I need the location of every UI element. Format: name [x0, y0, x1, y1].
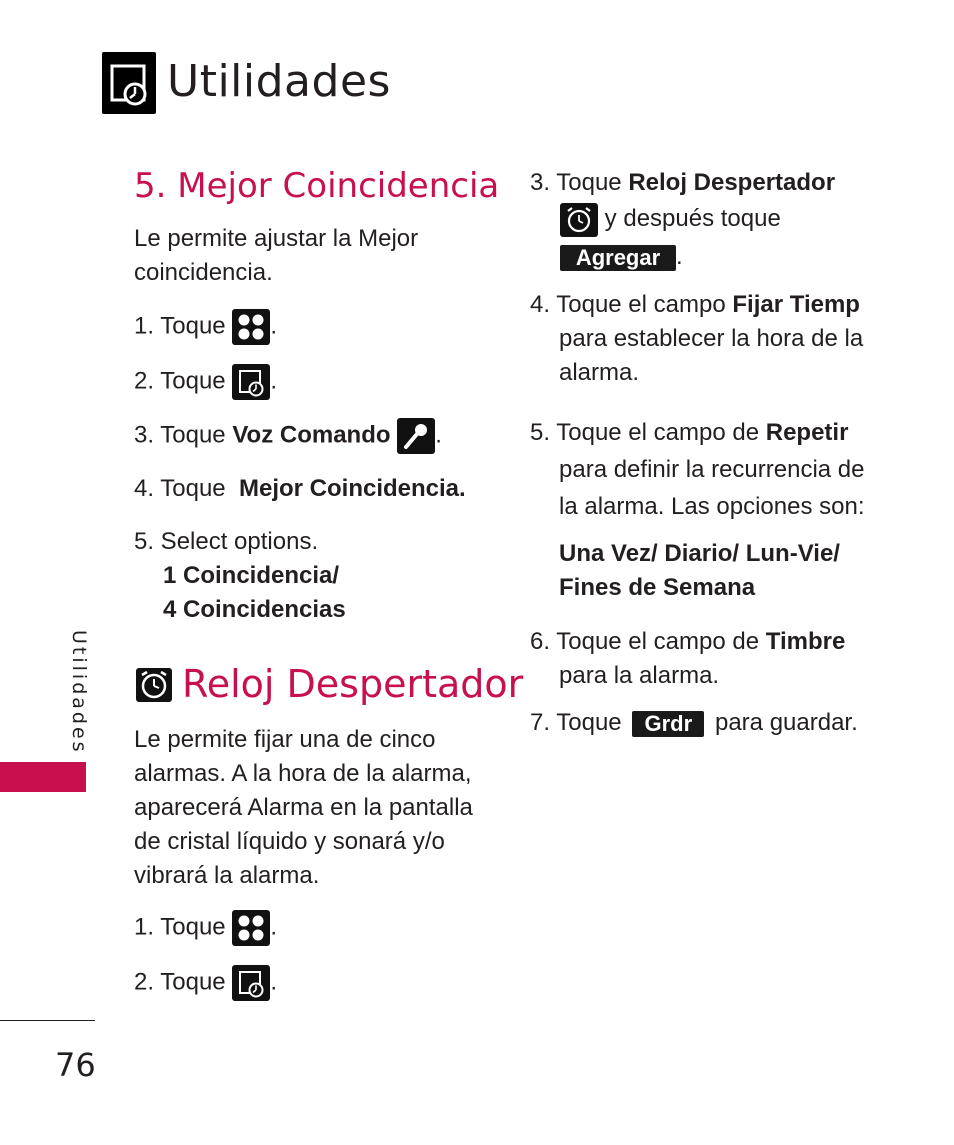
alarm-clock-icon — [560, 203, 598, 237]
step-period: . — [270, 913, 277, 941]
step-2 — [134, 364, 277, 400]
section1-intro — [134, 222, 418, 290]
set-time-label: Fijar Tiemp — [732, 291, 860, 318]
microphone-icon — [397, 418, 435, 454]
section-heading-reloj-despertador: Reloj Despertador — [182, 662, 524, 706]
step-prefix: 3. Toque — [134, 421, 226, 449]
intro-line: Le permite ajustar la Mejor — [134, 225, 419, 252]
intro-line: alarmas. A la hora de la alarma, — [134, 760, 472, 787]
step-3 — [530, 166, 835, 200]
step-prefix: 4. Toque — [134, 475, 226, 502]
menu-grid-icon — [232, 309, 270, 345]
option-line: Fines de Semana — [559, 574, 756, 601]
repeat-options — [559, 537, 840, 605]
save-button[interactable]: Grdr — [632, 711, 704, 737]
page-number: 76 — [55, 1046, 96, 1084]
step-5 — [134, 525, 346, 627]
utilities-clock-icon — [232, 965, 270, 1001]
step-period: . — [270, 367, 277, 395]
intro-line: coincidencia. — [134, 259, 273, 286]
intro-line: aparecerá Alarma en la pantalla — [134, 794, 473, 821]
step-text: la alarma. Las opciones son: — [559, 493, 865, 520]
step-6 — [530, 625, 845, 693]
page-title: Utilidades — [167, 56, 391, 107]
step-text: alarma. — [559, 359, 640, 386]
step-prefix: 6. Toque el campo de — [530, 628, 760, 655]
step-prefix: 5. Toque el campo de — [530, 419, 760, 446]
repeat-label: Repetir — [765, 419, 849, 446]
step-1 — [134, 910, 277, 946]
step-3-line3 — [560, 240, 683, 274]
step-text: para guardar. — [714, 709, 858, 736]
alarm-clock-icon — [136, 668, 172, 702]
step-period: . — [270, 968, 277, 996]
section-heading-mejor-coincidencia: 5. Mejor Coincidencia — [134, 166, 500, 206]
step-4 — [134, 472, 466, 506]
step-text: y después toque — [604, 205, 781, 232]
voice-command-label: Voz Comando — [232, 421, 391, 449]
step-4 — [530, 288, 863, 390]
step-period: . — [270, 312, 277, 340]
best-match-label: Mejor Coincidencia. — [238, 475, 466, 502]
utilities-clock-icon — [102, 52, 156, 114]
intro-line: de cristal líquido y sonará y/o — [134, 828, 445, 855]
footer-rule — [0, 1020, 95, 1021]
alarm-clock-label: Reloj Despertador — [628, 169, 836, 196]
option-line: 1 Coincidencia/ — [163, 562, 340, 589]
step-period: . — [676, 243, 683, 270]
option-line: 4 Coincidencias — [163, 596, 346, 623]
step-period: . — [435, 421, 442, 449]
intro-line: Le permite fijar una de cinco — [134, 726, 436, 753]
step-3 — [134, 418, 442, 454]
step-prefix: 2. Toque — [134, 968, 226, 996]
step-1 — [134, 309, 277, 345]
step-text: para establecer la hora de la — [559, 325, 864, 352]
add-button[interactable]: Agregar — [560, 245, 676, 271]
step-prefix: 5. Select options. — [134, 528, 319, 555]
step-prefix: 3. Toque — [530, 169, 622, 196]
step-3-line2 — [560, 202, 781, 237]
step-5 — [530, 414, 865, 525]
side-tab-marker — [0, 762, 86, 792]
step-7 — [530, 706, 858, 740]
step-prefix: 1. Toque — [134, 913, 226, 941]
intro-line: vibrará la alarma. — [134, 862, 320, 889]
ringtone-label: Timbre — [765, 628, 846, 655]
option-line: Una Vez/ Diario/ Lun-Vie/ — [559, 540, 840, 567]
step-text: para la alarma. — [559, 662, 720, 689]
step-2 — [134, 965, 277, 1001]
utilities-clock-icon — [232, 364, 270, 400]
side-tab-label: Utilidades — [68, 630, 90, 755]
step-prefix: 7. Toque — [530, 709, 622, 736]
step-prefix: 1. Toque — [134, 312, 226, 340]
step-prefix: 4. Toque el campo — [530, 291, 726, 318]
menu-grid-icon — [232, 910, 270, 946]
section2-intro — [134, 723, 473, 893]
step-prefix: 2. Toque — [134, 367, 226, 395]
step-text: para definir la recurrencia de — [559, 456, 865, 483]
